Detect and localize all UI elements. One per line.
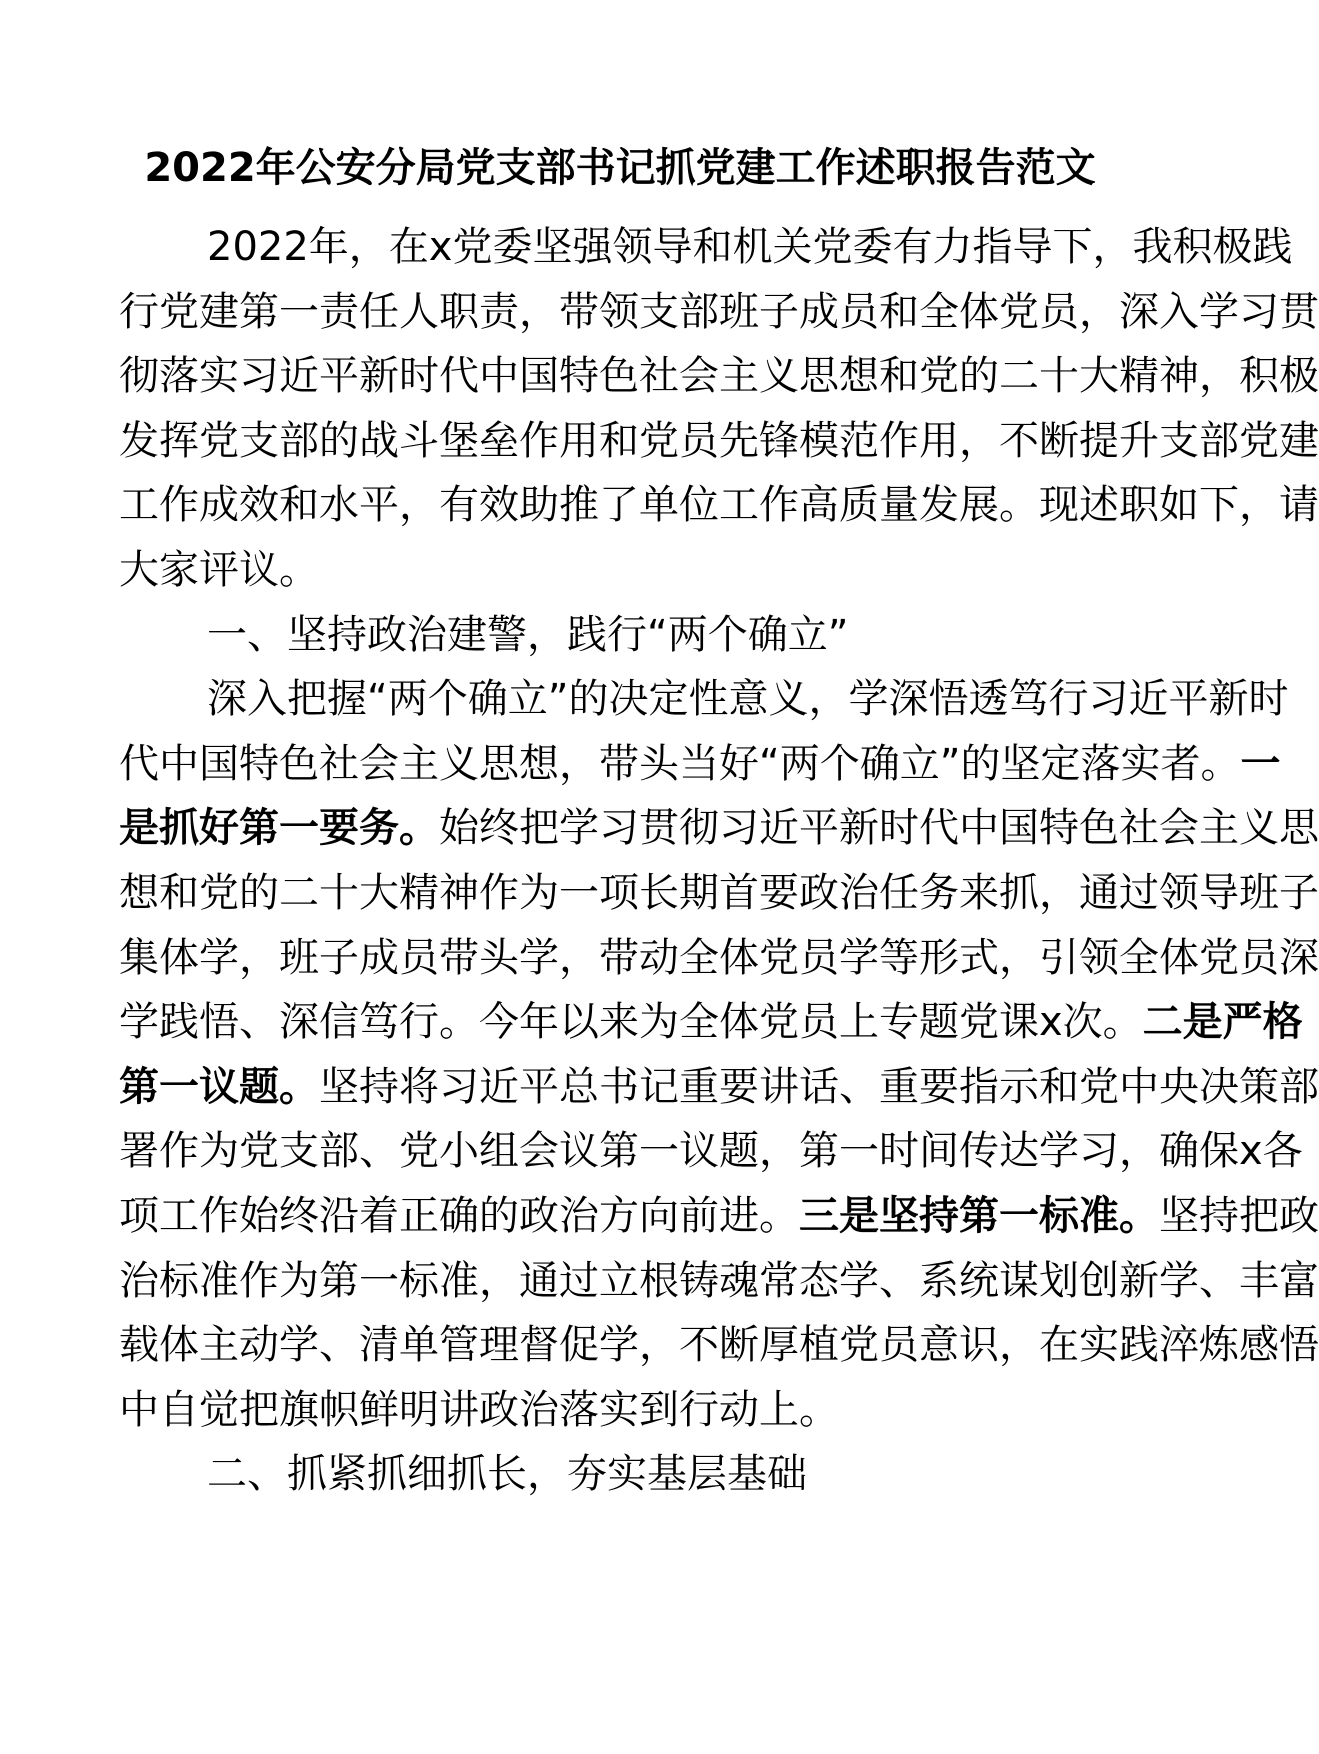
bold-text-segment: 二是严格 bbox=[1142, 999, 1303, 1046]
text-segment: 想和党的二十大精神作为一项长期首要政治任务来抓，通过领导班子 bbox=[119, 869, 1319, 916]
text-segment: 大家评议。 bbox=[119, 546, 319, 593]
text-segment: 治标准作为第一标准，通过立根铸魂常态学、系统谋划创新学、丰富 bbox=[119, 1257, 1319, 1304]
text-segment: 彻落实习近平新时代中国特色社会主义思想和党的二十大精神，积极 bbox=[119, 353, 1319, 400]
text-line bbox=[119, 926, 1319, 991]
bold-text-segment: 第一议题。 bbox=[119, 1063, 319, 1110]
text-segment: 坚持将习近平总书记重要讲话、重要指示和党中央决策部 bbox=[319, 1063, 1319, 1110]
text-segment: 项工作始终沿着正确的政治方向前进。 bbox=[119, 1192, 799, 1239]
text-segment: 中自觉把旗帜鲜明讲政治落实到行动上。 bbox=[119, 1386, 839, 1433]
text-segment: 2022年，在x党委坚强领导和机关党委有力指导下，我积极践 bbox=[207, 224, 1293, 270]
text-line bbox=[119, 538, 1125, 603]
text-segment: 深入把握“两个确立”的决定性意义，学深悟透笃行习近平新时 bbox=[207, 676, 1289, 723]
text-segment: 始终把学习贯彻习近平新时代中国特色社会主义思 bbox=[439, 805, 1319, 852]
text-segment: 二、抓紧抓细抓长，夯实基层基础 bbox=[207, 1451, 807, 1498]
text-segment: 行党建第一责任人职责，带领支部班子成员和全体党员，深入学习贯 bbox=[119, 288, 1319, 335]
text-segment: 发挥党支部的战斗堡垒作用和党员先锋模范作用，不断提升支部党建 bbox=[119, 417, 1319, 464]
text-line bbox=[119, 344, 1319, 409]
text-line bbox=[119, 1313, 1319, 1378]
text-line bbox=[119, 796, 1319, 861]
bold-text-segment: 一 bbox=[1240, 740, 1281, 787]
text-line bbox=[119, 1055, 1319, 1120]
bold-text-segment: 三是坚持第一标准。 bbox=[799, 1192, 1159, 1239]
text-segment: 学践悟、深信笃行。今年以来为全体党员上专题党课x次。 bbox=[119, 999, 1143, 1046]
text-segment: 一、坚持政治建警，践行“两个确立” bbox=[207, 611, 849, 658]
text-segment: 署作为党支部、党小组会议第一议题，第一时间传达学习，确保x各 bbox=[119, 1128, 1303, 1175]
text-segment: 集体学，班子成员带头学，带动全体党员学等形式，引领全体党员深 bbox=[119, 934, 1319, 981]
document-body bbox=[119, 215, 1319, 1507]
text-segment: 载体主动学、清单管理督促学，不断厚植党员意识，在实践淬炼感悟 bbox=[119, 1322, 1319, 1369]
text-line bbox=[119, 1119, 1303, 1184]
text-line bbox=[119, 1442, 1125, 1507]
text-segment: 代中国特色社会主义思想，带头当好“两个确立”的坚定落实者。 bbox=[119, 740, 1241, 787]
text-line bbox=[119, 990, 1303, 1055]
text-line bbox=[119, 603, 1125, 668]
text-line bbox=[119, 1378, 1125, 1443]
text-line bbox=[119, 861, 1319, 926]
document-title: 2022年公安分局党支部书记抓党建工作述职报告范文 bbox=[144, 145, 1096, 191]
text-segment: 工作成效和水平，有效助推了单位工作高质量发展。现述职如下，请 bbox=[119, 482, 1319, 529]
text-line bbox=[119, 473, 1319, 538]
text-line bbox=[119, 280, 1319, 345]
text-line bbox=[119, 732, 1281, 797]
text-line bbox=[119, 215, 1293, 280]
bold-text-segment: 是抓好第一要务。 bbox=[119, 805, 439, 852]
text-line bbox=[119, 1184, 1319, 1249]
text-line bbox=[119, 667, 1289, 732]
text-line bbox=[119, 1249, 1319, 1314]
text-segment: 坚持把政 bbox=[1159, 1192, 1319, 1239]
text-line bbox=[119, 409, 1319, 474]
